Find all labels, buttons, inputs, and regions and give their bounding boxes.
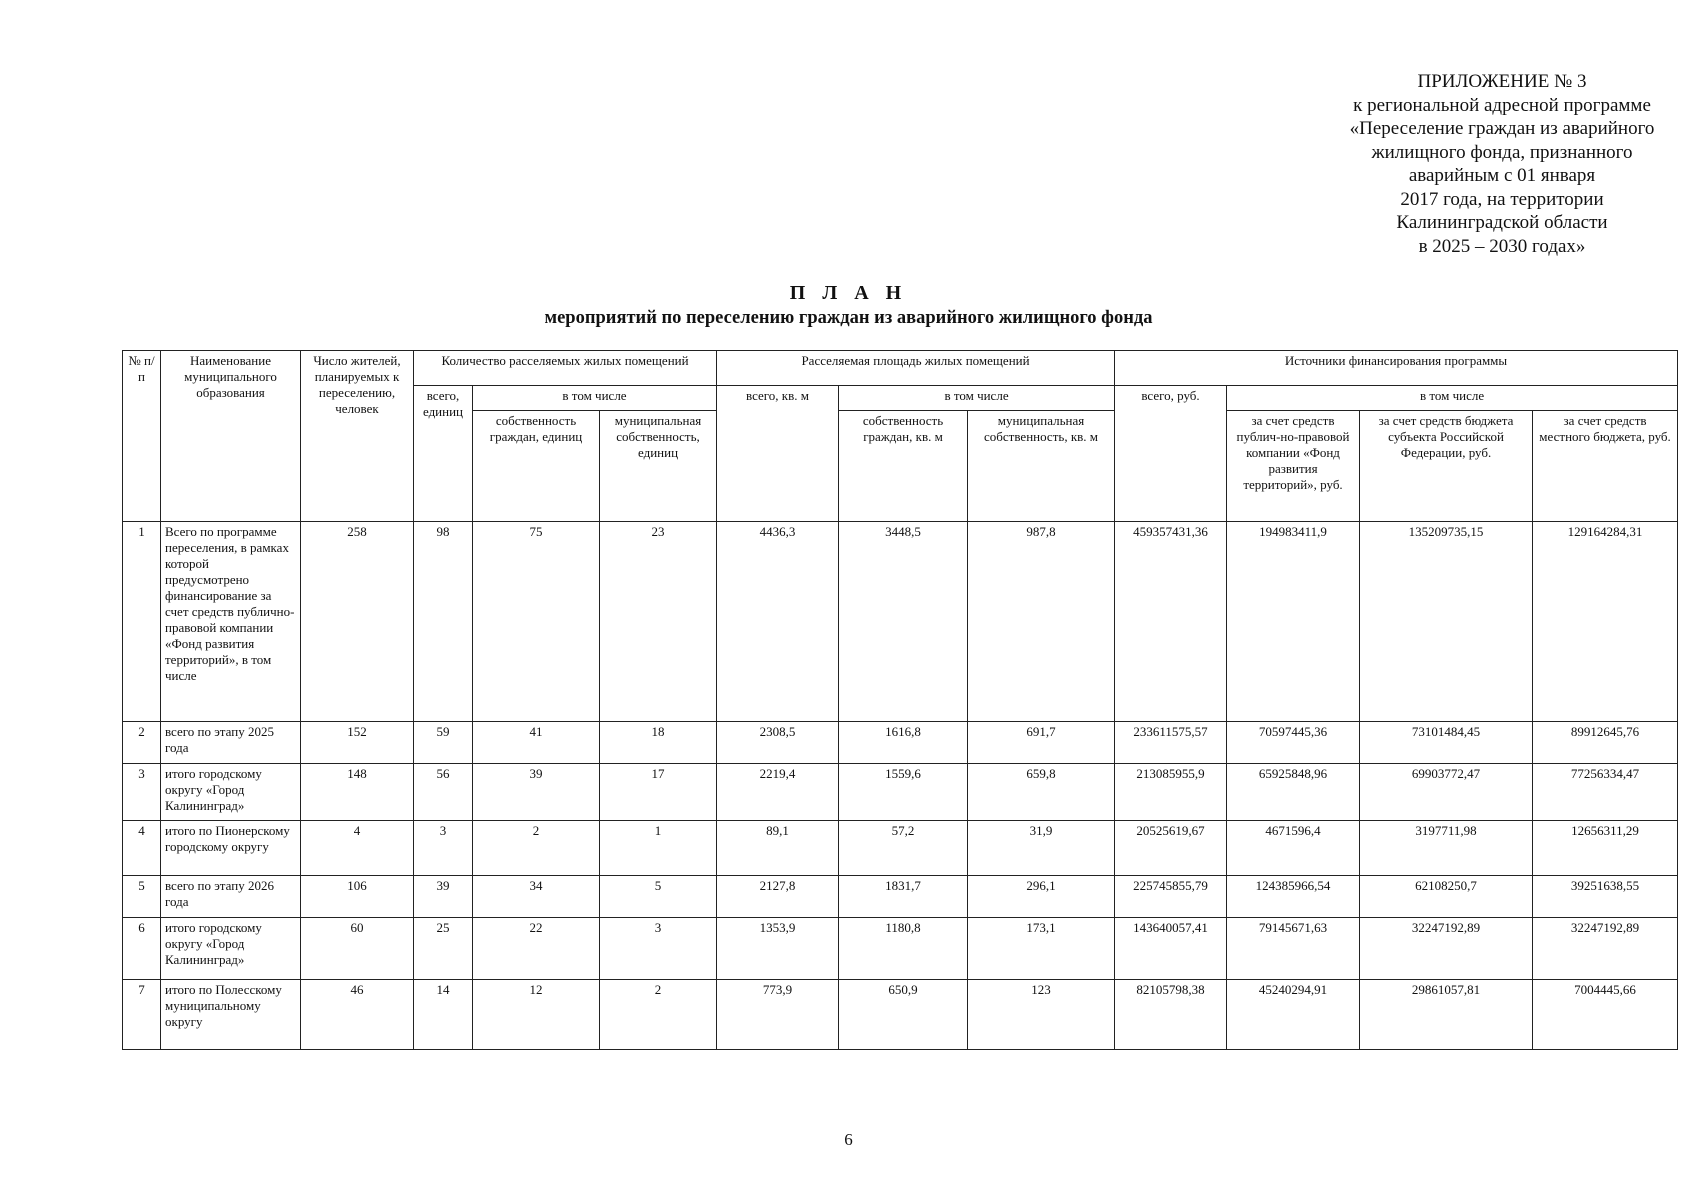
cell-residents: 4 [301, 821, 414, 876]
cell-area-total: 2219,4 [717, 764, 839, 821]
appendix-line: ПРИЛОЖЕНИЕ № 3 [1417, 71, 1587, 92]
cell-rooms-citizens: 39 [473, 764, 600, 821]
header-fin-fund: за счет средств публич-но-правовой компании «Фонд развития территорий», руб. [1227, 411, 1360, 522]
cell-rooms-total: 39 [414, 876, 473, 918]
cell-rooms-total: 59 [414, 722, 473, 764]
cell-fin-total: 233611575,57 [1115, 722, 1227, 764]
cell-fin-total: 213085955,9 [1115, 764, 1227, 821]
cell-area-total: 773,9 [717, 980, 839, 1050]
cell-fin-local: 7004445,66 [1533, 980, 1678, 1050]
cell-area-municipal: 987,8 [968, 522, 1115, 722]
cell-rooms-municipal: 18 [600, 722, 717, 764]
table-row [123, 821, 1678, 876]
cell-municipality: итого городскому округу «Город Калининград» [161, 764, 301, 821]
title-subtitle: мероприятий по переселению граждан из аварийного жилищного фонда [544, 308, 1153, 328]
cell-fin-fund: 4671596,4 [1227, 821, 1360, 876]
table-row [123, 722, 1678, 764]
cell-rooms-total: 98 [414, 522, 473, 722]
cell-fin-total: 20525619,67 [1115, 821, 1227, 876]
cell-fin-fund: 65925848,96 [1227, 764, 1360, 821]
header-rooms-municipal: муниципальная собственность, единиц [600, 411, 717, 522]
cell-municipality: итого городскому округу «Город Калининград» [161, 918, 301, 980]
header-area-group: Расселяемая площадь жилых помещений [717, 351, 1115, 386]
cell-area-total: 1353,9 [717, 918, 839, 980]
appendix-line: жилищного фонда, признанного [1371, 141, 1633, 163]
cell-rooms-municipal: 3 [600, 918, 717, 980]
cell-area-municipal: 659,8 [968, 764, 1115, 821]
header-num: № п/п [123, 351, 161, 522]
header-fin-local: за счет средств местного бюджета, руб. [1533, 411, 1678, 522]
cell-residents: 46 [301, 980, 414, 1050]
header-area-incl: в том числе [839, 386, 1115, 411]
page-number: 6 [844, 1130, 853, 1149]
cell-area-citizens: 3448,5 [839, 522, 968, 722]
cell-fin-local: 129164284,31 [1533, 522, 1678, 722]
cell-municipality: всего по этапу 2026 года [161, 876, 301, 918]
cell-area-citizens: 1831,7 [839, 876, 968, 918]
cell-fin-local: 89912645,76 [1533, 722, 1678, 764]
cell-fin-region: 32247192,89 [1360, 918, 1533, 980]
cell-residents: 148 [301, 764, 414, 821]
appendix-line: 2017 года, на территории [1400, 188, 1604, 210]
title-main: П Л А Н [789, 282, 908, 304]
cell-fin-region: 73101484,45 [1360, 722, 1533, 764]
cell-area-municipal: 173,1 [968, 918, 1115, 980]
cell-area-citizens: 1180,8 [839, 918, 968, 980]
header-rooms-citizens: собственность граждан, единиц [473, 411, 600, 522]
cell-area-citizens: 1559,6 [839, 764, 968, 821]
cell-area-total: 89,1 [717, 821, 839, 876]
appendix-line: в 2025 – 2030 годах» [1418, 235, 1586, 257]
cell-area-municipal: 691,7 [968, 722, 1115, 764]
table-row [123, 980, 1678, 1050]
cell-fin-fund: 70597445,36 [1227, 722, 1360, 764]
cell-rooms-municipal: 5 [600, 876, 717, 918]
cell-area-citizens: 57,2 [839, 821, 968, 876]
cell-area-citizens: 650,9 [839, 980, 968, 1050]
cell-municipality: всего по этапу 2025 года [161, 722, 301, 764]
cell-num: 3 [123, 764, 161, 821]
header-fin-incl: в том числе [1227, 386, 1678, 411]
header-rooms-total: всего, единиц [414, 386, 473, 522]
cell-fin-total: 143640057,41 [1115, 918, 1227, 980]
resettlement-plan-table [122, 350, 1678, 1050]
appendix-line: «Переселение граждан из аварийного [1349, 118, 1655, 139]
cell-num: 7 [123, 980, 161, 1050]
cell-area-municipal: 123 [968, 980, 1115, 1050]
header-fin-total: всего, руб. [1115, 386, 1227, 522]
cell-rooms-citizens: 12 [473, 980, 600, 1050]
cell-municipality: Всего по программе переселения, в рамках которой предусмотрено финансирование за счет средств публично-правовой компании «Фонд развития территорий», в том числе [161, 522, 301, 722]
cell-rooms-citizens: 22 [473, 918, 600, 980]
cell-area-municipal: 31,9 [968, 821, 1115, 876]
appendix-line: к региональной адресной программе [1353, 94, 1651, 116]
cell-rooms-total: 3 [414, 821, 473, 876]
cell-area-municipal: 296,1 [968, 876, 1115, 918]
cell-fin-fund: 194983411,9 [1227, 522, 1360, 722]
header-rooms-incl: в том числе [473, 386, 717, 411]
cell-rooms-citizens: 2 [473, 821, 600, 876]
cell-fin-local: 12656311,29 [1533, 821, 1678, 876]
header-area-municipal: муниципальная собственность, кв. м [968, 411, 1115, 522]
header-residents: Число жителей, планируемых к переселению, человек [301, 351, 414, 522]
cell-rooms-municipal: 1 [600, 821, 717, 876]
cell-num: 1 [123, 522, 161, 722]
cell-area-total: 2127,8 [717, 876, 839, 918]
cell-fin-local: 32247192,89 [1533, 918, 1678, 980]
cell-fin-total: 459357431,36 [1115, 522, 1227, 722]
cell-residents: 106 [301, 876, 414, 918]
cell-rooms-citizens: 41 [473, 722, 600, 764]
cell-area-total: 4436,3 [717, 522, 839, 722]
header-fin-region: за счет средств бюджета субъекта Российской Федерации, руб. [1360, 411, 1533, 522]
cell-num: 4 [123, 821, 161, 876]
cell-num: 2 [123, 722, 161, 764]
cell-residents: 60 [301, 918, 414, 980]
header-municipality: Наименование муниципального образования [161, 351, 301, 522]
cell-fin-local: 77256334,47 [1533, 764, 1678, 821]
appendix-line: аварийным с 01 января [1408, 165, 1596, 186]
table-row [123, 918, 1678, 980]
cell-num: 6 [123, 918, 161, 980]
cell-rooms-citizens: 75 [473, 522, 600, 722]
cell-rooms-total: 56 [414, 764, 473, 821]
appendix-header [1337, 70, 1667, 258]
cell-fin-fund: 124385966,54 [1227, 876, 1360, 918]
cell-residents: 152 [301, 722, 414, 764]
cell-num: 5 [123, 876, 161, 918]
cell-fin-total: 82105798,38 [1115, 980, 1227, 1050]
cell-rooms-citizens: 34 [473, 876, 600, 918]
header-finance-group: Источники финансирования программы [1115, 351, 1678, 386]
table-row [123, 764, 1678, 821]
cell-fin-region: 69903772,47 [1360, 764, 1533, 821]
cell-fin-fund: 45240294,91 [1227, 980, 1360, 1050]
cell-rooms-municipal: 17 [600, 764, 717, 821]
cell-fin-region: 135209735,15 [1360, 522, 1533, 722]
cell-rooms-municipal: 2 [600, 980, 717, 1050]
cell-rooms-total: 14 [414, 980, 473, 1050]
cell-area-citizens: 1616,8 [839, 722, 968, 764]
cell-fin-fund: 79145671,63 [1227, 918, 1360, 980]
cell-rooms-municipal: 23 [600, 522, 717, 722]
cell-municipality: итого по Пионерскому городскому округу [161, 821, 301, 876]
cell-fin-local: 39251638,55 [1533, 876, 1678, 918]
appendix-line: Калининградской области [1396, 212, 1608, 233]
table-row [123, 522, 1678, 722]
cell-residents: 258 [301, 522, 414, 722]
cell-fin-region: 3197711,98 [1360, 821, 1533, 876]
cell-rooms-total: 25 [414, 918, 473, 980]
header-rooms-group: Количество расселяемых жилых помещений [414, 351, 717, 386]
cell-fin-region: 29861057,81 [1360, 980, 1533, 1050]
cell-municipality: итого по Полесскому муниципальному округу [161, 980, 301, 1050]
cell-fin-region: 62108250,7 [1360, 876, 1533, 918]
cell-area-total: 2308,5 [717, 722, 839, 764]
header-area-citizens: собственность граждан, кв. м [839, 411, 968, 522]
cell-fin-total: 225745855,79 [1115, 876, 1227, 918]
header-area-total: всего, кв. м [717, 386, 839, 522]
document-title [0, 280, 1697, 330]
table-row [123, 876, 1678, 918]
